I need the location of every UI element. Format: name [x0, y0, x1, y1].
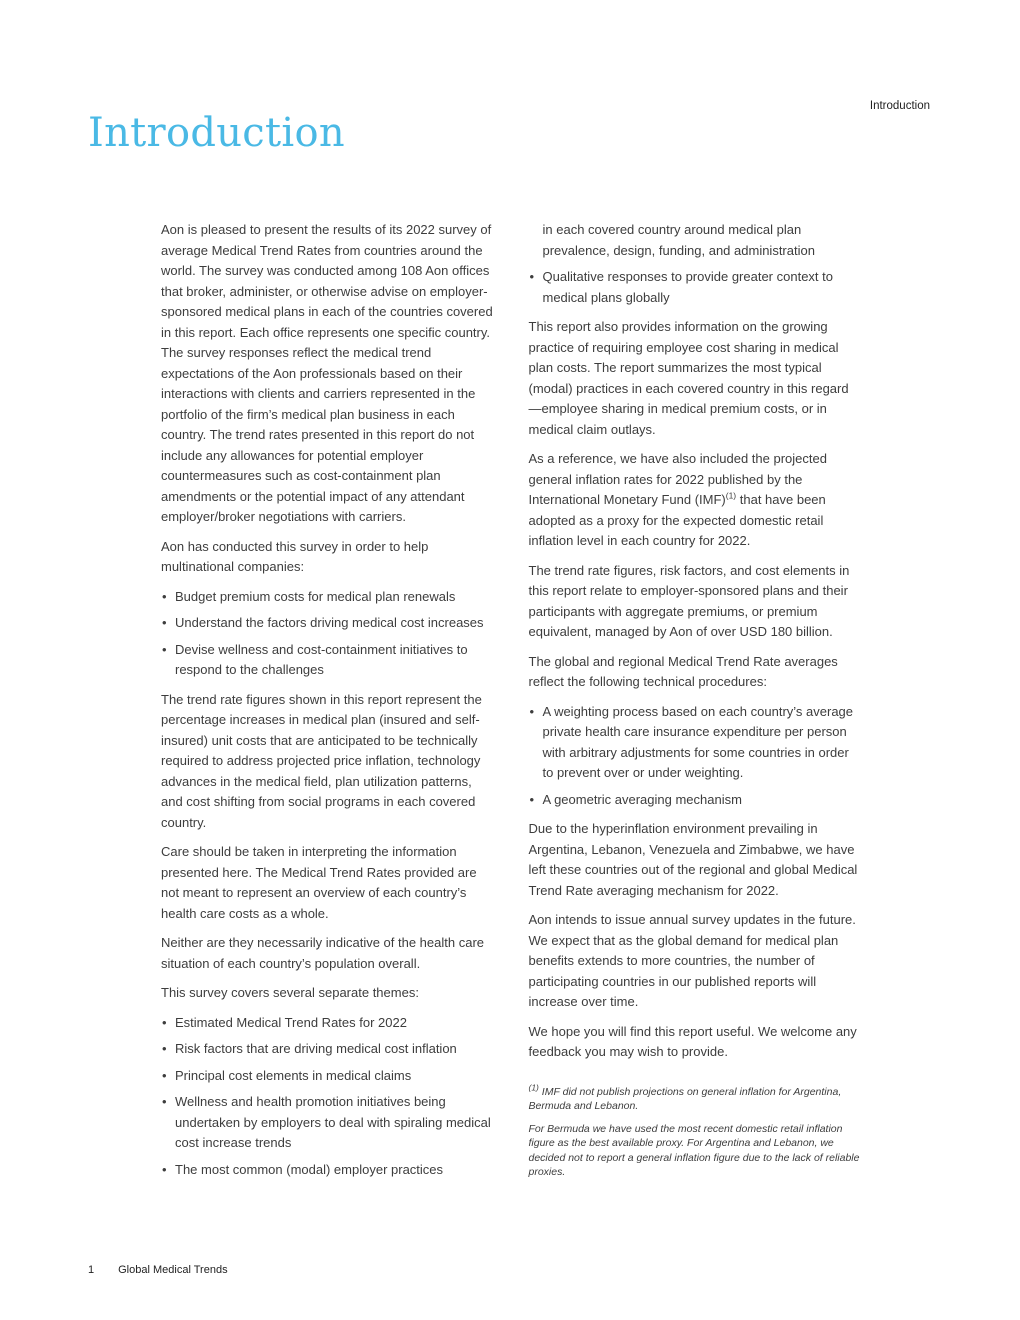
bullet-list-company-goals: [161, 587, 494, 681]
bullet-item: • Estimated Medical Trend Rates for 2022: [161, 1013, 494, 1034]
paragraph-future-updates: Aon intends to issue annual survey updates in the future. We expect that as the global demand for medical plan benefits extends to more countries, the number of participating countries in our published reports will increase over time.: [528, 912, 856, 1009]
bullet-item: • Principal cost elements in medical claims: [161, 1066, 494, 1087]
bullet-item: • Wellness and health promotion initiatives being undertaken by employers to deal with spiraling medical cost increase trends: [161, 1092, 494, 1154]
footnote-imf: [528, 1082, 862, 1114]
footnote-marker: (1): [725, 490, 737, 501]
page-footer: [88, 1264, 228, 1276]
bullet-item: • A weighting process based on each country’s average private health care insurance expenditure per person with arbitrary adjustments for some countries in order to prevent over or under weighting.: [529, 702, 862, 784]
text-segment: As a reference, we have also included the projected general inflation rates for 2022 published by the International Monetary Fund (IMF): [528, 451, 827, 507]
text-segment: IMF did not publish projections on general inflation for Argentina, Bermuda and Lebanon.: [528, 1085, 842, 1112]
paragraph-aggregate-premiums: The trend rate figures, risk factors, and cost elements in this report relate to employer-sponsored plans and their participants with aggregate premiums, or premium equivalent, managed by Aon of over USD 180 billion.: [528, 562, 850, 639]
paragraph-survey-overview: Aon is pleased to present the results of its 2022 survey of average Medical Trend Rates from countries around the world. The survey was conducted among 108 Aon offices that broker, administer, or otherwise advise on employer-sponsored medical plans in each of the countries covered in this report. Each office represents one specific country. The survey responses reflect the medical trend expectations of the Aon professionals based on their interactions with clients and carriers represented in the portfolio of the firm’s medical plan business in each country. The trend rates presented in this report do not include any allowances for potential employer countermeasures such as cost-containment plan amendments or the potential impact of any attendant employer/broker negotiations with carriers.: [161, 222, 493, 524]
paragraph-imf-reference: [529, 449, 862, 552]
bullet-item: • Devise wellness and cost-containment initiatives to respond to the challenges: [161, 640, 494, 681]
paragraph-interpretation-care: Care should be taken in interpreting the information presented here. The Medical Trend Rates provided are not meant to represent an overview of each country’s health care costs as a whole.: [161, 844, 477, 921]
footer-label: Global Medical Trends: [118, 1264, 228, 1276]
right-column: [529, 220, 862, 1189]
footnote-proxies: For Bermuda we have used the most recent domestic retail inflation figure as the best available proxy. For Argentina and Lebanon, we decided not to report a general inflation figure due to the lack of reliable proxies.: [528, 1122, 860, 1178]
bullet-item: • Budget premium costs for medical plan renewals: [161, 587, 494, 608]
bullet-list-qualitative: [529, 267, 862, 308]
running-header: Introduction: [869, 100, 930, 112]
bullet-item: • The most common (modal) employer practices: [161, 1160, 494, 1181]
bullet-continuation: in each covered country around medical plan prevalence, design, funding, and administration: [542, 222, 815, 258]
bullet-item: • Understand the factors driving medical cost increases: [161, 613, 494, 634]
bullet-list-themes: [161, 1013, 494, 1181]
bullet-item: • A geometric averaging mechanism: [529, 790, 862, 811]
paragraph-feedback: We hope you will find this report useful. We welcome any feedback you may wish to provide.: [528, 1023, 857, 1059]
paragraph-themes-intro: This survey covers several separate themes:: [161, 985, 419, 1000]
paragraph-technical-procedures: The global and regional Medical Trend Rate averages reflect the following technical procedures:: [528, 653, 838, 689]
page-number: 1: [88, 1264, 95, 1276]
bullet-list-procedures: [529, 702, 862, 811]
paragraph-survey-purpose: Aon has conducted this survey in order to help multinational companies:: [161, 538, 429, 574]
bullet-item: • Risk factors that are driving medical cost inflation: [161, 1039, 494, 1060]
page-title: Introduction: [88, 110, 345, 156]
paragraph-trend-rate-figures: The trend rate figures shown in this report represent the percentage increases in medical plan (insured and self-insured) unit costs that are anticipated to be technically required to address projected price inflation, technology advances in the medical field, plan utilization patterns, and cost shifting from social programs in each covered country.: [161, 691, 482, 830]
footnote-marker: (1): [528, 1082, 539, 1092]
paragraph-cost-sharing: This report also provides information on the growing practice of requiring employee cost sharing in medical plan costs. The report summarizes the most typical (modal) practices in each covered country in this regard—employee sharing in medical premium costs, or in medical claim outlays.: [528, 319, 849, 437]
body-columns: [161, 220, 861, 1189]
paragraph-hyperinflation: Due to the hyperinflation environment prevailing in Argentina, Lebanon, Venezuela and Zimbabwe, we have left these countries out of the regional and global Medical Trend Rate averaging mechanism for 2022.: [528, 821, 858, 898]
footnotes-section: [528, 1082, 862, 1180]
text-segment: that have been adopted as a proxy for the expected domestic retail inflation level in each country for 2022.: [528, 492, 826, 548]
left-column: [161, 220, 494, 1189]
bullet-item: • Qualitative responses to provide greater context to medical plans globally: [529, 267, 862, 308]
paragraph-not-indicative: Neither are they necessarily indicative of the health care situation of each country’s population overall.: [161, 935, 485, 971]
